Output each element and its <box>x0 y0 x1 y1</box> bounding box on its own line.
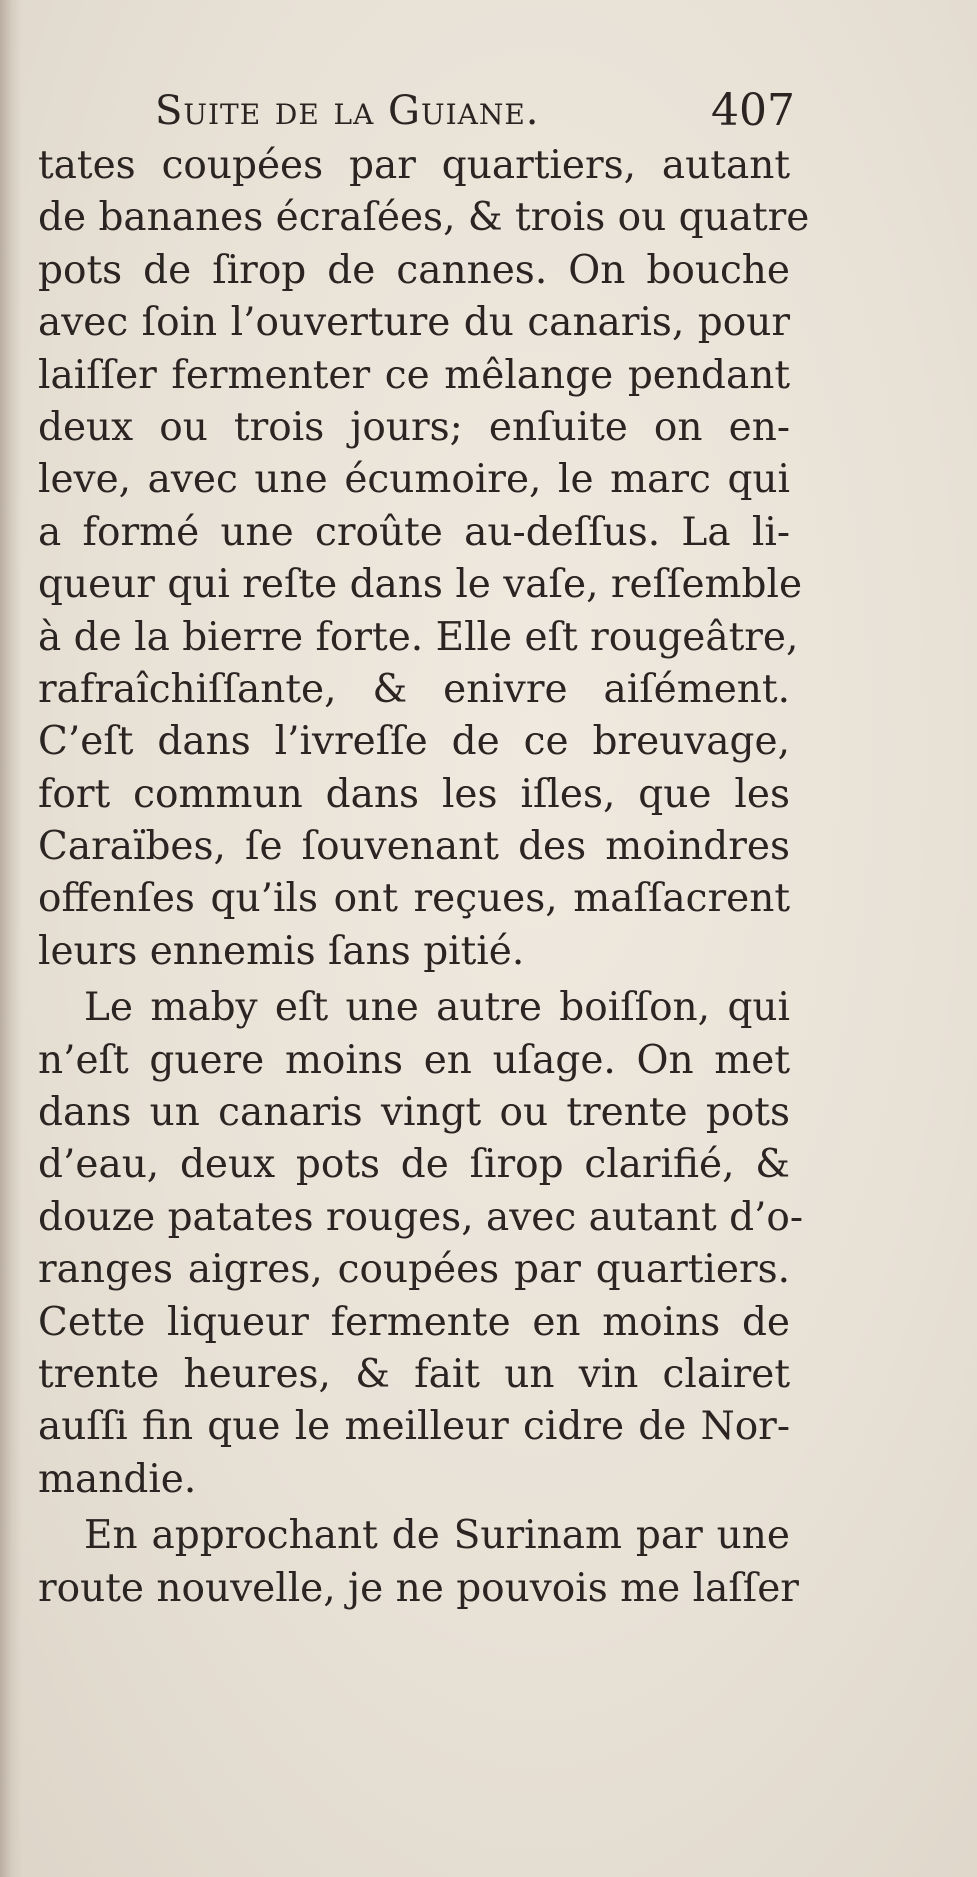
text-line: ranges aigres, coupées par quartiers. <box>38 1247 790 1293</box>
text-line: fort commun dans les iſles, que les <box>38 771 790 817</box>
text-line: n’eſt guere moins en uſage. On met <box>38 1037 790 1083</box>
text-line: Caraïbes, ſe ſouvenant des moindres <box>38 824 790 870</box>
text-line: En approchant de Surinam par une <box>84 1513 790 1559</box>
text-line: Cette liqueur fermente en moins de <box>38 1299 790 1345</box>
text-line: Le maby eſt une autre boiſſon, qui <box>84 985 790 1031</box>
text-line: pots de ſirop de cannes. On bouche <box>38 247 790 293</box>
text-line: mandie. <box>38 1456 197 1502</box>
text-line: offenſes qu’ils ont reçues, maſſacrent <box>38 876 790 922</box>
page-header <box>155 86 795 136</box>
paragraph <box>38 1510 799 1615</box>
text-line: C’eſt dans l’ivreſſe de ce breuvage, <box>38 719 790 765</box>
text-line: queur qui reſte dans le vaſe, reſſemble <box>38 562 803 608</box>
text-line: à de la bierre forte. Elle eſt rougeâtre, <box>38 614 799 660</box>
text-line: leve, avec une écumoire, le marc qui <box>38 457 790 503</box>
text-line: auſſi fin que le meilleur cidre de Nor- <box>38 1404 790 1450</box>
paragraph <box>38 982 804 1506</box>
text-line: laiſſer fermenter ce mêlange pendant <box>38 352 790 398</box>
text-line: d’eau, deux pots de ſirop clarifié, & <box>38 1142 790 1188</box>
text-line: avec ſoin l’ouverture du canaris, pour <box>38 300 790 346</box>
text-line: tates coupées par quartiers, autant <box>38 143 790 188</box>
text-line: deux ou trois jours; enſuite on en- <box>38 404 790 450</box>
binding-gutter <box>0 0 22 1877</box>
text-line: douze patates rouges, avec autant d’o- <box>38 1194 804 1240</box>
text-line: route nouvelle, je ne pouvois me laſſer <box>38 1565 799 1611</box>
text-line: a formé une croûte au-deſſus. La li- <box>38 509 790 555</box>
text-line: trente heures, & fait un vin clairet <box>38 1351 790 1397</box>
body-text <box>38 140 810 1615</box>
text-line: de bananes écraſées, & trois ou quatre <box>38 195 810 241</box>
text-line: rafraîchiſſante, & enivre aiſément. <box>38 666 790 712</box>
page-number: 407 <box>711 85 795 136</box>
text-line: dans un canaris vingt ou trente pots <box>38 1090 790 1136</box>
text-line: leurs ennemis ſans pitié. <box>38 928 525 974</box>
running-head: Suite de la Guiane. <box>155 88 540 134</box>
paragraph <box>38 140 810 978</box>
